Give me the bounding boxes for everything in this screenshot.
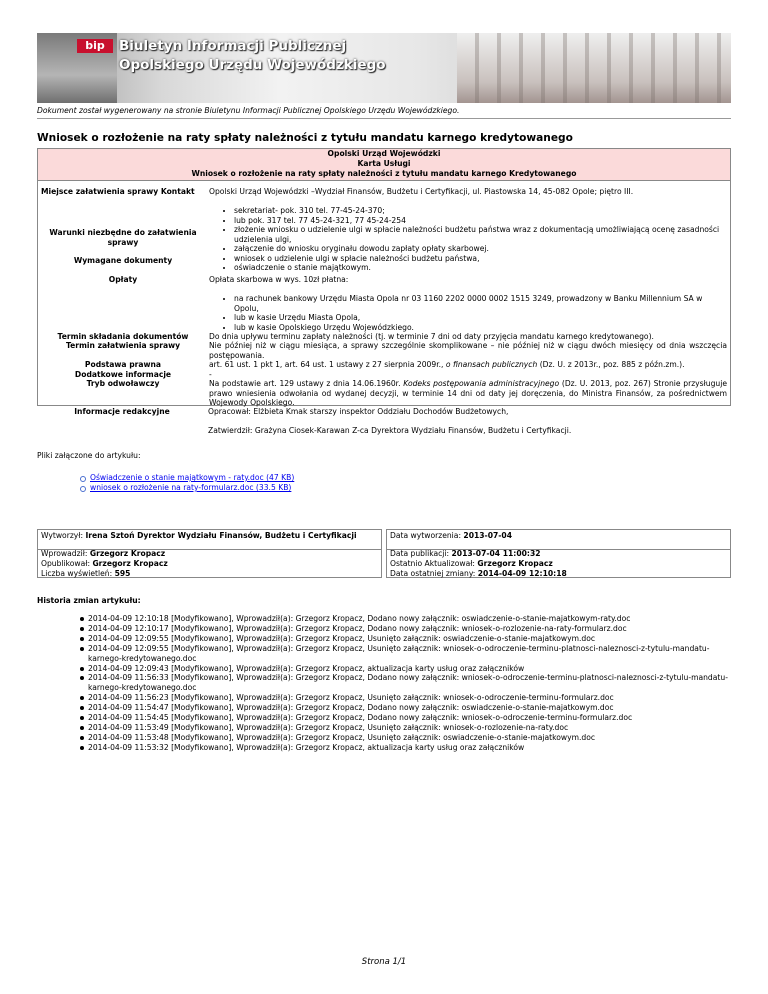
history-item: 2014-04-09 11:56:33 [Modyfikowano], Wprowadził(a): Grzegorz Kropacz, Dodano nowy załącznik: wniosek-o-odroczenie-terminu-platnosci-naleznosci-z-tytulu-mandatu-karnego-kredytowanego.doc bbox=[80, 673, 730, 693]
header-banner bbox=[37, 33, 731, 103]
meta-value: 2013-07-04 11:00:32 bbox=[451, 549, 541, 558]
payment-item: • lub w kasie Opolskiego Urzędu Wojewódzkiego. bbox=[234, 323, 727, 333]
contact-item: • lub pok. 317 tel. 77 45-24-321, 77 45-24-254 bbox=[234, 216, 727, 226]
value-termin-zalatwienia: Nie później niż w ciągu miesiąca, a sprawy szczególnie skomplikowane – nie później niż w ciągu dwóch miesięcy od dnia wszczęcia postępowania. bbox=[209, 341, 727, 360]
history-label: Historia zmian artykułu: bbox=[37, 596, 141, 605]
history-item: 2014-04-09 11:53:32 [Modyfikowano], Wprowadził(a): Grzegorz Kropacz, aktualizacja karty usług oraz załączników bbox=[80, 743, 730, 753]
tryb-text: Na podstawie art. 129 ustawy z dnia 14.06.1960r. bbox=[209, 379, 401, 388]
meta-label: Data ostatniej zmiany: bbox=[390, 568, 476, 578]
meta-published-by bbox=[41, 559, 378, 569]
meta-created-by bbox=[37, 529, 382, 550]
meta-value: 2014-04-09 12:10:18 bbox=[477, 568, 567, 578]
article-title: Wniosek o rozłożenie na raty spłaty należności z tytułu mandatu karnego kredytowanego bbox=[37, 132, 573, 144]
label-termin-zalatwienia: Termin załatwienia sprawy bbox=[65, 341, 181, 350]
value-oplaty: Opłata skarbowa w wys. 10zł płatna: bbox=[209, 275, 349, 284]
page-number: Strona 1/1 bbox=[361, 957, 407, 967]
meta-label: Liczba wyświetleń: bbox=[41, 568, 113, 578]
value-podstawa bbox=[209, 360, 727, 370]
history-item: 2014-04-09 11:53:49 [Modyfikowano], Wprowadził(a): Grzegorz Kropacz, Usunięto załącznik: wniosek-o-rozlozenie-na-raty.doc bbox=[80, 723, 730, 733]
document-item: • załączenie do wniosku oryginału dowodu zapłaty opłaty skarbowej. bbox=[234, 244, 727, 254]
meta-last-updated-by bbox=[390, 559, 727, 569]
tryb-act: Kodeks postępowania administracyjnego bbox=[403, 379, 560, 388]
tryb-ref: (Dz. U. 2013, poz. 267) Stronie przysługuje prawo wniesienia odwołania od wydanej decyzji, w terminie 14 dni od daty jej doręczenia, do Ministra Finansów, za pośrednictwem Wojewody Opolskiego. bbox=[209, 379, 728, 407]
document-item: • wniosek o udzielenie ulgi w spłacie należności budżetu państwa, bbox=[234, 254, 727, 264]
contact-item: • sekretariat- pok. 310 tel. 77-45-24-370; bbox=[234, 206, 727, 216]
value-dodatkowe: - bbox=[209, 370, 212, 379]
document-item: • złożenie wniosku o udzielenie ulgi w spłacie należności budżetu państwa wraz z dokumentacją umożliwiającą ocenę zasadności udzielenia ulgi, bbox=[234, 225, 727, 244]
generated-note: Dokument został wygenerowany na stronie Biuletynu Informacji Publicznej Opolskiego Urzędu Wojewódzkiego. bbox=[37, 106, 460, 115]
meta-creation-date bbox=[386, 529, 731, 550]
card-header bbox=[38, 149, 730, 181]
attachment-link[interactable]: wniosek o rozłożenie na raty-formularz.doc (33.5 KB) bbox=[90, 483, 292, 492]
divider bbox=[37, 118, 731, 119]
meta-label: Wprowadził: bbox=[41, 549, 88, 558]
meta-value: Grzegorz Kropacz bbox=[89, 549, 166, 558]
meta-label: Data wytworzenia: bbox=[390, 531, 461, 540]
meta-label: Ostatnio Aktualizował: bbox=[390, 558, 475, 568]
value-termin-skladania: Do dnia upływu terminu zapłaty należności (tj. w terminie 7 dni od daty przyjęcia mandatu karnego kredytowanego). bbox=[209, 332, 654, 341]
value-redakcyjne-2: Zatwierdził: Grażyna Ciosek-Karawan Z-ca Dyrektora Wydziału Finansów, Budżetu i Certyfikacji. bbox=[208, 426, 572, 435]
history-item: 2014-04-09 11:54:45 [Modyfikowano], Wprowadził(a): Grzegorz Kropacz, Dodano nowy załącznik: wniosek-o-odroczenie-terminu-formularz.doc bbox=[80, 713, 730, 723]
meta-entered-by bbox=[41, 549, 378, 559]
service-card-table bbox=[37, 148, 731, 406]
label-miejsce: Miejsce załatwienia sprawy Kontakt bbox=[41, 187, 195, 196]
payment-item: • lub w kasie Urzędu Miasta Opola, bbox=[234, 313, 727, 323]
history-item: 2014-04-09 12:09:55 [Modyfikowano], Wprowadził(a): Grzegorz Kropacz, Usunięto załącznik: wniosek-o-odroczenie-terminu-platnosci-naleznosci-z-tytulu-mandatu-karnego-kredytowanego.doc bbox=[80, 644, 730, 664]
attachments-label: Pliki załączone do artykułu: bbox=[37, 451, 141, 460]
podstawa-act: o finansach publicznych bbox=[445, 360, 538, 369]
history-item: 2014-04-09 11:56:23 [Modyfikowano], Wprowadził(a): Grzegorz Kropacz, Usunięto załącznik: wniosek-o-odroczenie-terminu-formularz.doc bbox=[80, 693, 730, 703]
contact-list bbox=[209, 206, 727, 273]
value-miejsce: Opolski Urząd Wojewódzki –Wydział Finansów, Budżetu i Certyfikacji, ul. Piastowska 14, 45-082 Opole; piętro III. bbox=[209, 187, 634, 196]
attachment-item bbox=[80, 483, 294, 493]
document-item: • oświadczenie o stanie majątkowym. bbox=[234, 263, 727, 273]
card-head-office: Opolski Urząd Wojewódzki bbox=[327, 149, 441, 158]
attachments-list bbox=[80, 473, 294, 493]
meta-views bbox=[41, 569, 378, 579]
meta-value: Grzegorz Kropacz bbox=[477, 558, 553, 568]
meta-publication-date bbox=[390, 549, 727, 559]
meta-label: Opublikował: bbox=[41, 558, 91, 568]
attachment-link[interactable]: Oświadczenie o stanie majątkowym - raty.doc (47 KB) bbox=[90, 473, 295, 482]
value-tryb bbox=[209, 379, 727, 408]
history-item: 2014-04-09 12:09:43 [Modyfikowano], Wprowadził(a): Grzegorz Kropacz, aktualizacja karty usług oraz załączników bbox=[80, 664, 730, 674]
label-dodatkowe: Dodatkowe informacje bbox=[74, 370, 172, 379]
meta-label: Data publikacji: bbox=[390, 549, 450, 558]
meta-value: 595 bbox=[114, 568, 131, 578]
attachment-item bbox=[80, 473, 294, 483]
label-dokumenty: Wymagane dokumenty bbox=[73, 256, 173, 265]
meta-last-change-date bbox=[390, 569, 727, 579]
podstawa-text: art. 61 ust. 1 pkt 1, art. 64 ust. 1 ustawy z 27 sierpnia 2009r., bbox=[209, 360, 444, 369]
banner-title-line2: Opolskiego Urzędu Wojewódzkiego bbox=[119, 57, 386, 73]
label-termin-skladania: Termin składania dokumentów bbox=[57, 332, 189, 341]
history-item: 2014-04-09 12:09:55 [Modyfikowano], Wprowadził(a): Grzegorz Kropacz, Usunięto załącznik: oswiadczenie-o-stanie-majatkowym.doc bbox=[80, 634, 730, 644]
card-head-type: Karta Usługi bbox=[357, 159, 411, 168]
history-item: 2014-04-09 11:53:48 [Modyfikowano], Wprowadził(a): Grzegorz Kropacz, Usunięto załącznik: oswiadczenie-o-stanie-majatkowym.doc bbox=[80, 733, 730, 743]
payment-item: • na rachunek bankowy Urzędu Miasta Opola nr 03 1160 2202 0000 0002 1515 3249, prowadzony w Banku Millennium SA w Opolu, bbox=[234, 294, 727, 313]
label-redakcyjne: Informacje redakcyjne bbox=[74, 407, 170, 416]
podstawa-ref: (Dz. U. z 2013r., poz. 885 z późn.zm.). bbox=[539, 360, 685, 369]
label-warunki: Warunki niezbędne do załatwienia sprawy bbox=[49, 228, 197, 247]
payment-list bbox=[209, 294, 727, 332]
meta-value: 2013-07-04 bbox=[463, 531, 512, 540]
banner-title-line1: Biuletyn Informacji Publicznej bbox=[119, 38, 347, 54]
meta-value: Irena Sztoń Dyrektor Wydziału Finansów, Budżetu i Certyfikacji bbox=[85, 531, 357, 540]
meta-left-block bbox=[37, 548, 382, 578]
meta-label: Wytworzył: bbox=[41, 531, 84, 540]
label-podstawa: Podstawa prawna bbox=[84, 360, 162, 369]
label-tryb: Tryb odwoławczy bbox=[86, 379, 160, 388]
history-item: 2014-04-09 12:10:18 [Modyfikowano], Wprowadził(a): Grzegorz Kropacz, Dodano nowy załącznik: oswiadczenie-o-stanie-majatkowym-raty.doc bbox=[80, 614, 730, 624]
label-oplaty: Opłaty bbox=[108, 275, 138, 284]
history-item: 2014-04-09 12:10:17 [Modyfikowano], Wprowadził(a): Grzegorz Kropacz, Dodano nowy załącznik: wniosek-o-rozlozenie-na-raty-formularz.doc bbox=[80, 624, 730, 634]
bip-logo: bip bbox=[77, 39, 113, 53]
history-item: 2014-04-09 11:54:47 [Modyfikowano], Wprowadził(a): Grzegorz Kropacz, Dodano nowy załącznik: oswiadczenie-o-stanie-majatkowym.doc bbox=[80, 703, 730, 713]
banner-photo-right bbox=[457, 33, 731, 103]
meta-value: Grzegorz Kropacz bbox=[92, 558, 168, 568]
meta-right-block bbox=[386, 548, 731, 578]
card-head-title: Wniosek o rozłożenie na raty spłaty należności z tytułu mandatu karnego Kredytowanego bbox=[191, 169, 577, 178]
history-list bbox=[80, 614, 730, 753]
value-redakcyjne-1: Opracował: Elżbieta Kmak starszy inspektor Oddziału Dochodów Budżetowych, bbox=[208, 407, 509, 416]
